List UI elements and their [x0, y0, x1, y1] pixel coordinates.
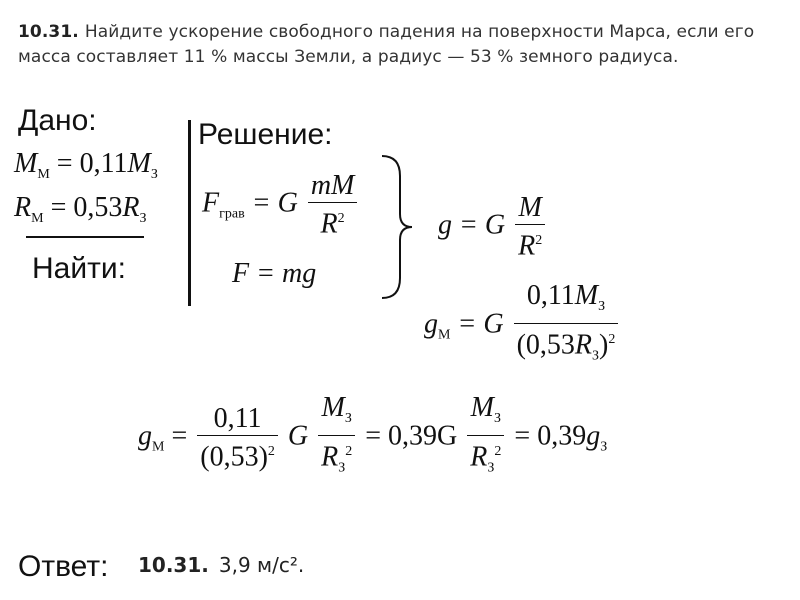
final-result-sub: З — [600, 439, 608, 455]
mass-rhs-sub: З — [150, 167, 158, 182]
final-eq3: = 0,39 — [514, 420, 587, 452]
fgrav-eq: = G — [251, 187, 298, 219]
given-mass-equation — [14, 148, 158, 183]
g-den-sup: 2 — [535, 233, 543, 248]
final-frac2-num-var: M — [321, 392, 345, 423]
final-frac3-den-sub: З — [487, 460, 495, 476]
gm-lhs-sub: М — [438, 327, 451, 343]
final-frac1-den-sup: 2 — [267, 444, 275, 459]
answer-reference — [138, 553, 304, 577]
fgrav-den-var: R — [320, 208, 338, 240]
final-g-letter: G — [287, 420, 309, 452]
final-frac2-denominator — [318, 435, 355, 484]
final-frac2-den-sup: 2 — [345, 444, 353, 459]
final-frac3 — [467, 392, 504, 484]
final-frac3-num-var: M — [470, 392, 494, 423]
final-frac2-num-sub: З — [344, 411, 352, 426]
g-den-var: R — [518, 230, 536, 262]
weight-equation: F = mg — [232, 258, 317, 289]
final-eq1: = — [171, 420, 188, 452]
final-frac1-numerator: 0,11 — [213, 403, 262, 434]
gm-den-open: (0,53 — [516, 329, 575, 361]
mass-rhs-var: M — [127, 148, 151, 179]
gm-den-sup: 2 — [608, 332, 616, 347]
g-equation — [438, 192, 548, 262]
gm-lhs: g — [424, 308, 438, 340]
answer-value: 3,9 м/с². — [218, 553, 305, 577]
gravity-force-equation — [202, 170, 360, 240]
gm-denominator — [514, 323, 619, 372]
radius-rhs-coef: = 0,53 — [50, 192, 123, 223]
given-heading: Дано: — [18, 104, 97, 137]
fgrav-lhs: F — [202, 187, 220, 219]
final-frac3-numerator — [467, 392, 504, 435]
radius-lhs: R — [14, 192, 32, 223]
final-frac3-den-var: R — [470, 441, 488, 473]
problem-number: 10.31. — [18, 22, 79, 42]
given-radius-equation — [14, 192, 146, 227]
gm-den-var: R — [574, 329, 593, 361]
solution-heading: Решение: — [198, 118, 333, 151]
final-frac2-numerator — [318, 392, 355, 435]
gm-numerator — [514, 280, 619, 323]
find-heading: Найти: — [32, 252, 126, 285]
final-frac2-den-var: R — [321, 441, 339, 473]
gmars-equation — [424, 280, 621, 372]
vertical-separator — [188, 120, 191, 306]
final-eq2: = 0,39G — [365, 420, 458, 452]
fgrav-denominator — [308, 202, 358, 240]
mass-rhs-coef: = 0,11 — [56, 148, 128, 179]
problem-text: Найдите ускорение свободного падения на поверхности Марса, если его масса составляет 11 % массы Земли, а радиус — 53 % земного радиуса. — [18, 22, 755, 67]
g-numerator: M — [518, 192, 542, 223]
final-frac1-den-val: (0,53) — [200, 441, 268, 473]
radius-lhs-sub: М — [31, 211, 44, 226]
g-denominator — [515, 224, 545, 262]
g-lhs: g = G — [438, 209, 506, 241]
gm-den-sub: З — [592, 348, 600, 364]
gm-eq: = G — [457, 308, 504, 340]
fgrav-fraction — [308, 170, 358, 240]
final-result-var: g — [586, 420, 601, 452]
fgrav-sub: грав — [219, 206, 245, 222]
gm-den-close: ) — [599, 329, 609, 361]
final-frac1 — [197, 403, 278, 473]
fgrav-numerator: mM — [310, 170, 355, 201]
final-frac3-num-sub: З — [494, 411, 502, 426]
final-frac2-den-sub: З — [338, 460, 346, 476]
final-lhs: g — [138, 420, 152, 452]
fgrav-den-sup: 2 — [337, 211, 345, 226]
mass-lhs: M — [14, 148, 38, 179]
gm-fraction — [514, 280, 619, 372]
final-frac3-den-sup: 2 — [494, 444, 502, 459]
final-frac2 — [318, 392, 355, 484]
answer-number: 10.31. — [138, 553, 209, 577]
right-curly-brace — [378, 152, 418, 302]
given-divider-line — [26, 236, 144, 238]
answer-heading: Ответ: — [18, 550, 109, 583]
gm-num-sub: З — [598, 299, 606, 314]
gm-num-coef: 0,11 — [526, 280, 575, 311]
final-lhs-sub: М — [152, 439, 165, 455]
g-fraction — [515, 192, 545, 262]
gm-num-var: M — [574, 280, 599, 311]
final-frac1-denominator — [197, 435, 278, 473]
mass-lhs-sub: М — [37, 167, 50, 182]
final-equation — [138, 392, 607, 484]
radius-rhs-var: R — [122, 192, 140, 223]
problem-statement — [18, 20, 778, 70]
radius-rhs-sub: З — [139, 211, 147, 226]
final-frac3-denominator — [467, 435, 504, 484]
